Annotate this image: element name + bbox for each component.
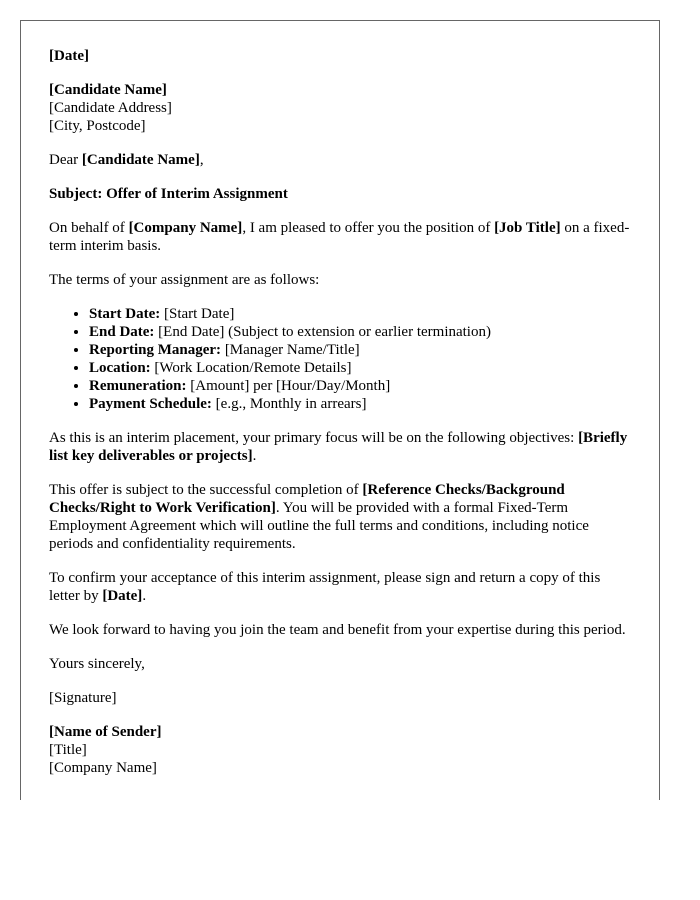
recipient-address: [Candidate Address]: [49, 100, 172, 116]
sender-title: [Title]: [49, 742, 87, 758]
sender-name: [Name of Sender]: [49, 724, 162, 740]
sender-company: [Company Name]: [49, 760, 157, 776]
terms-list: [49, 305, 631, 413]
paragraph-objectives: As this is an interim placement, your primary focus will be on the following objectives: [Briefly list key deliverables or projects].: [49, 430, 628, 464]
sender-block: [49, 723, 631, 777]
closing: Yours sincerely,: [49, 656, 145, 672]
recipient-name: [Candidate Name]: [49, 82, 167, 98]
letter-date: [Date]: [49, 48, 89, 64]
terms-intro: The terms of your assignment are as follows:: [49, 272, 320, 288]
paragraph-acceptance: To confirm your acceptance of this interim assignment, please sign and return a copy of this letter by [Date].: [49, 570, 601, 604]
recipient-block: [49, 81, 631, 135]
paragraph-offer: On behalf of [Company Name], I am pleased to offer you the position of [Job Title] on a fixed-term interim basis.: [49, 220, 630, 254]
letter-page: [20, 20, 660, 800]
paragraph-welcome: We look forward to having you join the team and benefit from your expertise during this period.: [49, 622, 626, 638]
recipient-city: [City, Postcode]: [49, 118, 146, 134]
term-item: • End Date: [End Date] (Subject to extension or earlier termination): [89, 323, 631, 341]
term-item: • Location: [Work Location/Remote Details]: [89, 359, 631, 377]
term-item: • Start Date: [Start Date]: [89, 305, 631, 323]
term-item: • Payment Schedule: [e.g., Monthly in arrears]: [89, 395, 631, 413]
signature-placeholder: [Signature]: [49, 690, 117, 706]
term-item: • Remuneration: [Amount] per [Hour/Day/Month]: [89, 377, 631, 395]
salutation: Dear [Candidate Name],: [49, 152, 204, 168]
paragraph-conditions: This offer is subject to the successful completion of [Reference Checks/Background Checks/Right to Work Verification]. You will be provided with a formal Fixed-Term Employment Agreement which will outline the full terms and conditions, including notice periods and confidentiality requirements.: [49, 482, 589, 552]
term-item: • Reporting Manager: [Manager Name/Title]: [89, 341, 631, 359]
subject-line: Subject: Offer of Interim Assignment: [49, 186, 288, 202]
